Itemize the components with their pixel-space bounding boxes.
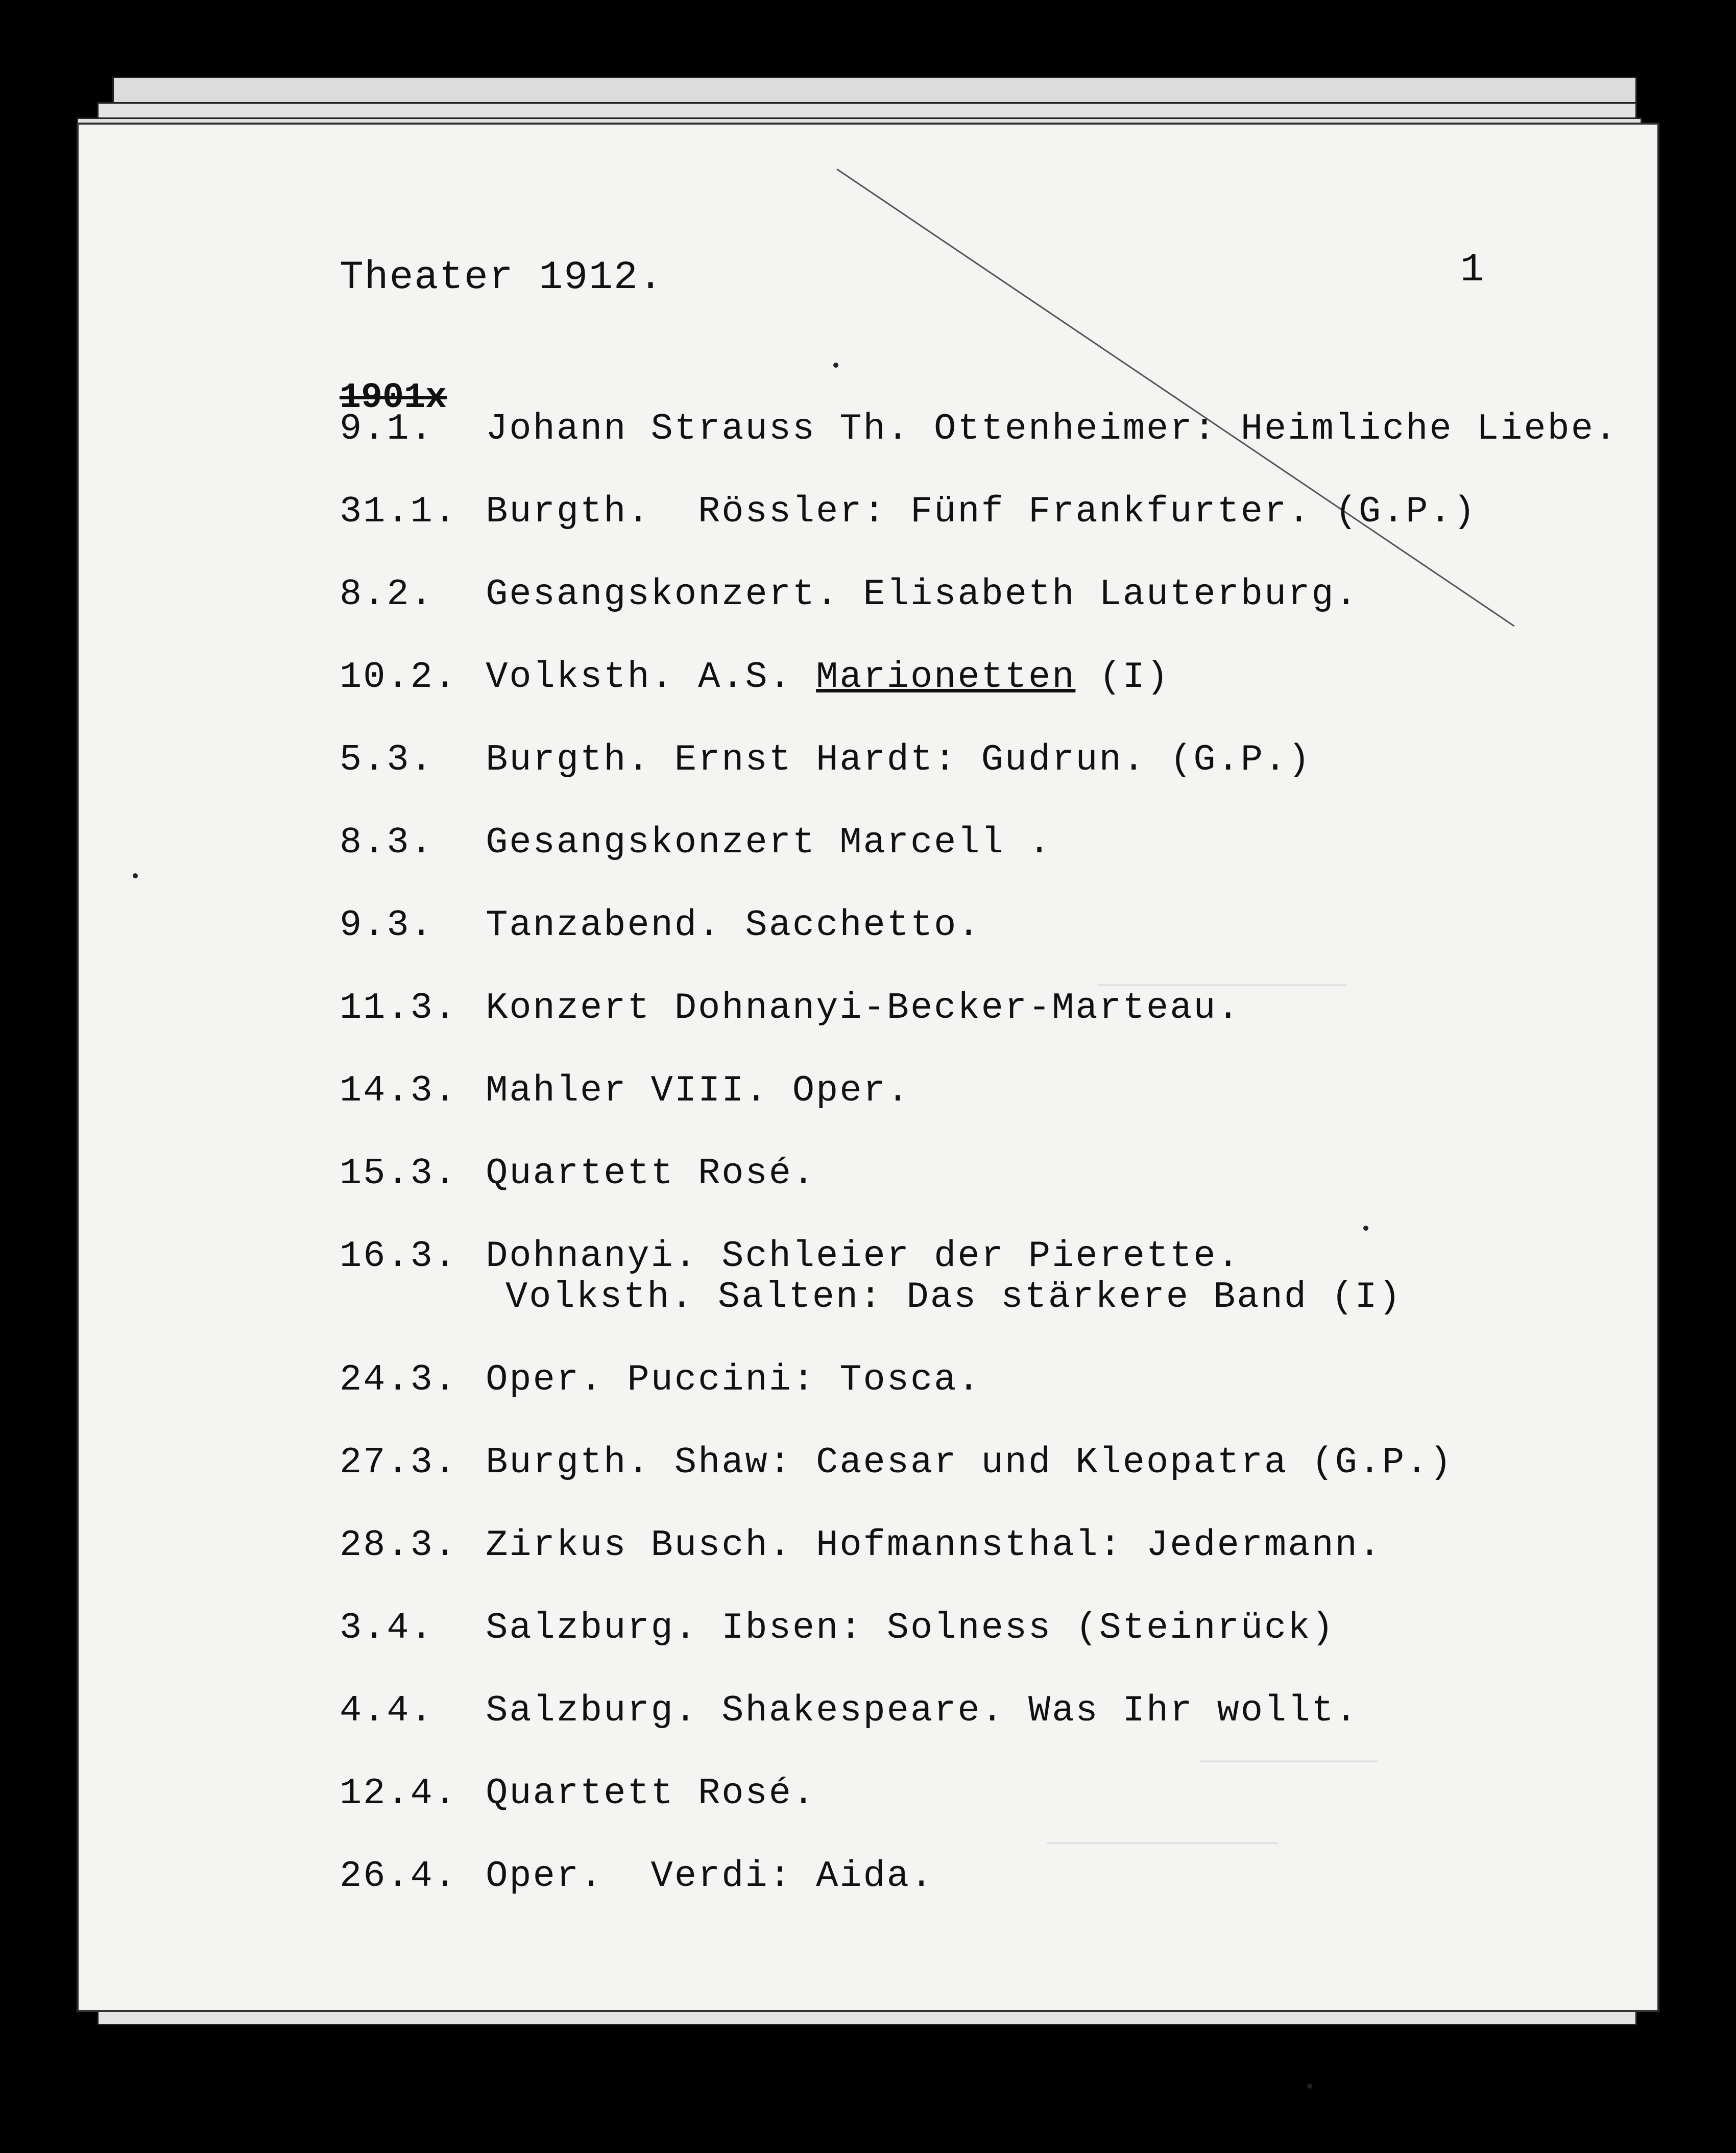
list-item [340, 1773, 1667, 1814]
list-item [340, 1236, 1667, 1318]
entry-date: 14.3. [340, 1070, 458, 1112]
struck-out-text: 1901x [340, 378, 447, 418]
entry-date: 27.3. [340, 1442, 458, 1484]
ink-speck [1363, 1226, 1368, 1231]
page-number: 1 [1460, 248, 1484, 293]
list-item [340, 1070, 1667, 1111]
entry-text: Quartett Rosé. [486, 1773, 816, 1814]
list-item [340, 822, 1667, 863]
entry-text: Salzburg. Shakespeare. Was Ihr wollt. [486, 1690, 1359, 1732]
entry-text: Konzert Dohnanyi-Becker-Marteau. [486, 987, 1241, 1029]
entry-date: 28.3. [340, 1524, 458, 1566]
entry-text: Gesangskonzert. Elisabeth Lauterburg. [486, 573, 1359, 615]
list-item [340, 409, 1667, 449]
bleed-through: ───────────── [1047, 1828, 1278, 1861]
list-item [340, 1359, 1667, 1400]
list-item [340, 491, 1667, 532]
list-item [340, 905, 1667, 946]
entry-text: Dohnanyi. Schleier der Pierette. [486, 1235, 1241, 1277]
entry-text: Tanzabend. Sacchetto. [486, 904, 981, 946]
list-item [340, 1608, 1667, 1648]
list-item [340, 988, 1667, 1028]
entry-text: Burgth. Shaw: Caesar und Kleopatra (G.P.) [486, 1442, 1453, 1484]
entry-date: 31.1. [340, 491, 458, 533]
entry-text: Salzburg. Ibsen: Solness (Steinrück) [486, 1607, 1335, 1649]
entry-text: Mahler VIII. Oper. [486, 1070, 910, 1112]
entry-text: Johann Strauss Th. Ottenheimer: Heimliche Liebe. [486, 408, 1619, 450]
entry-text-second-line: Volksth. Salten: Das stärkere Band (I) [505, 1276, 1402, 1318]
entry-date: 9.3. [340, 904, 434, 946]
list-item [340, 1690, 1667, 1731]
ink-speck [833, 363, 838, 368]
list-item [340, 574, 1667, 615]
list-item [340, 1525, 1667, 1566]
entry-text: Volksth. A.S. [486, 656, 816, 698]
entry-date: 8.3. [340, 822, 434, 864]
entry-text: Oper. Verdi: Aida. [486, 1855, 934, 1897]
entry-date: 16.3. [340, 1235, 458, 1277]
entry-text: Burgth. Ernst Hardt: Gudrun. (G.P.) [486, 739, 1312, 781]
bleed-through: ────────── [1200, 1747, 1378, 1780]
entry-date: 3.4. [340, 1607, 434, 1649]
list-item [340, 739, 1667, 780]
entry-date: 8.2. [340, 573, 434, 615]
entry-text: Quartett Rosé. [486, 1153, 816, 1194]
page-title: Theater 1912. [340, 255, 664, 300]
entry-date: 10.2. [340, 656, 458, 698]
entry-date: 11.3. [340, 987, 458, 1029]
entry-text: Zirkus Busch. Hofmannsthal: Jedermann. [486, 1524, 1383, 1566]
list-item [340, 1856, 1667, 1897]
entry-text: Burgth. Rössler: Fünf Frankfurter. (G.P.) [486, 491, 1477, 533]
entry-date: 24.3. [340, 1359, 458, 1401]
entry-date: 4.4. [340, 1690, 434, 1732]
entry-date: 15.3. [340, 1153, 458, 1194]
list-item [340, 1442, 1667, 1483]
ink-speck [1307, 2084, 1312, 2089]
entry-date: 26.4. [340, 1855, 458, 1897]
entry-text: Gesangskonzert Marcell . [486, 822, 1052, 864]
entry-date: 5.3. [340, 739, 434, 781]
entry-list [340, 409, 1667, 1939]
entry-date: 9.1. [340, 408, 434, 450]
list-item [340, 1153, 1667, 1194]
list-item [340, 657, 1667, 698]
bleed-through: ────────────── [1098, 970, 1347, 1003]
underlined-title: Marionetten [816, 656, 1076, 698]
ink-speck [133, 873, 138, 878]
entry-date: 12.4. [340, 1773, 458, 1814]
entry-text: Oper. Puccini: Tosca. [486, 1359, 981, 1401]
entry-text-suffix: (I) [1075, 656, 1170, 698]
